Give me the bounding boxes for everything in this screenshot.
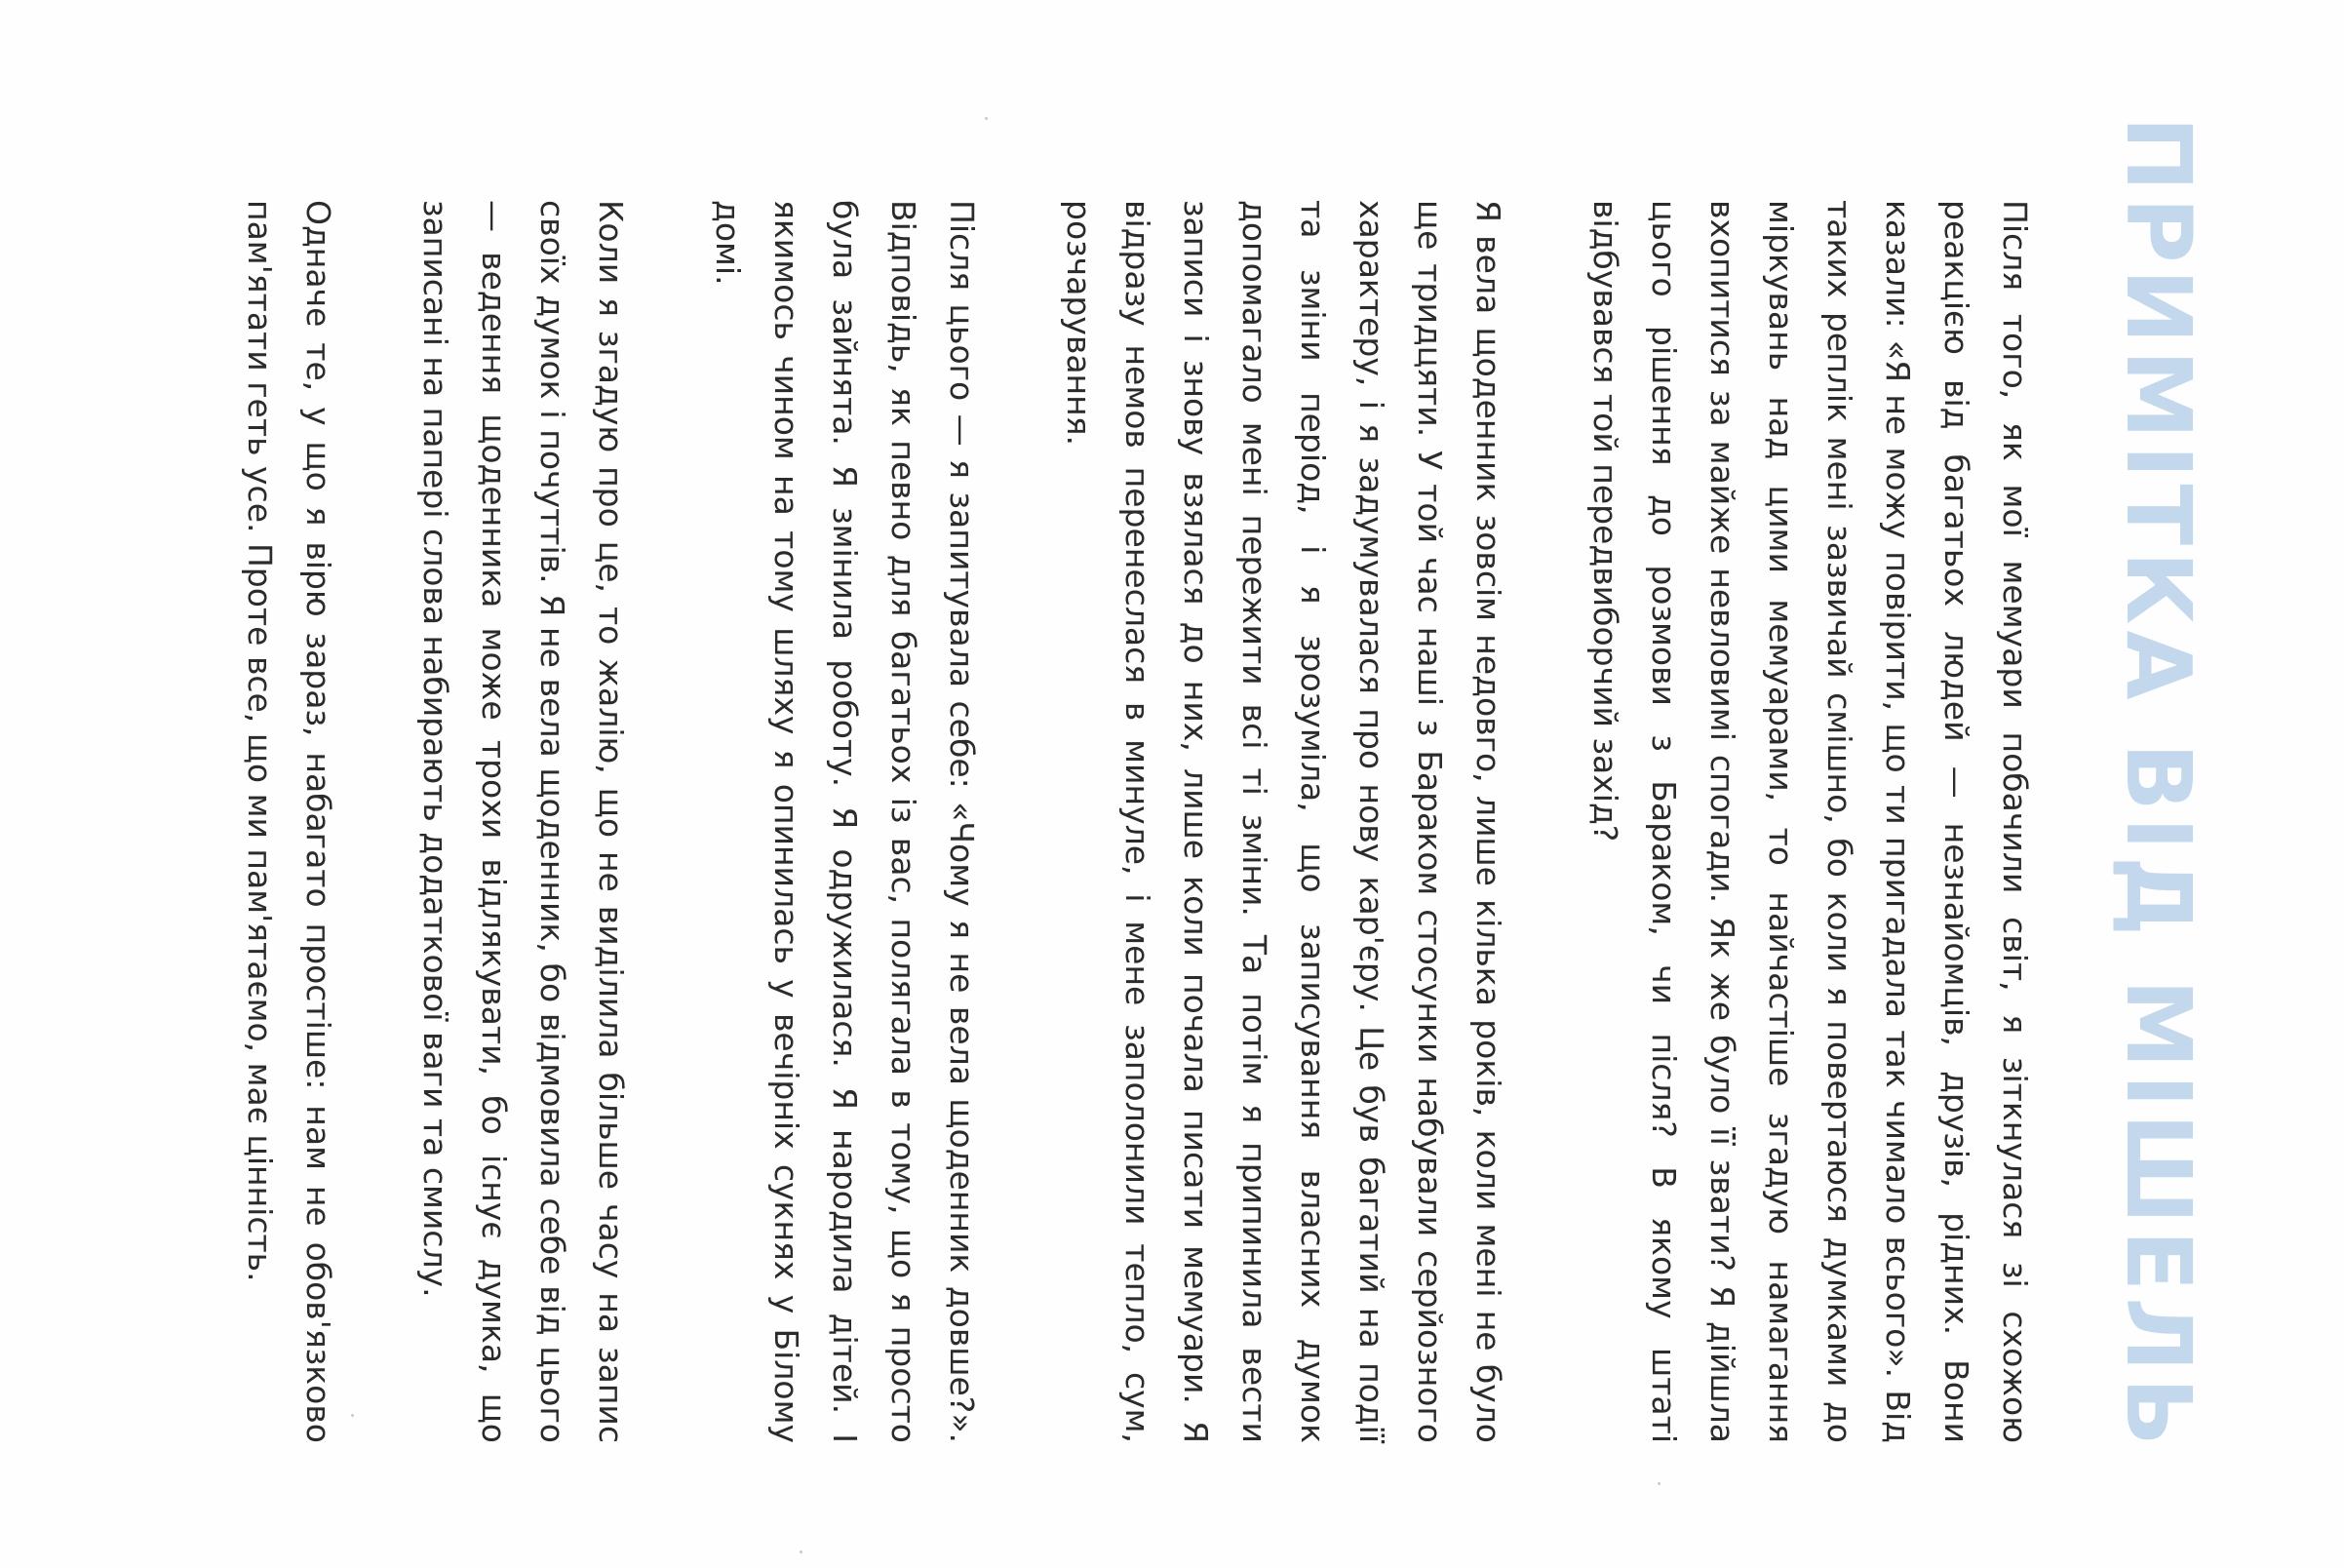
paper-speck — [985, 117, 988, 120]
paragraph-2: Я вела щоденник зовсім недовго, лише кілька років, коли мені не було ще тридцяти. У той час наші з Бараком стосунки набували серйозного характеру, і я задумувалася про нову кар'єру. Це був багатий на події та зміни період, і я зрозуміла, що записування власних думок допомагало мені пережити всі ті зміни. Та потім я припинила вести записи і знову взялася до них, лише коли почала писати мемуари. Я відразу немов перенеслася в минуле, і мене заполонили тепло, сум, розчарування. — [1060, 200, 1507, 1443]
paragraph-4: Коли я згадую про це, то жалію, що не виділила більше часу на запис своїх думок і почуттів. Я не вела щоденник, бо відмовила себе від цього — ведення щоденника може трохи відлякувати, бо існує думка, що записані на папері слова набирають додаткової ваги та смислу. — [416, 200, 630, 1443]
body-text — [230, 200, 2044, 1443]
paragraph-3: Після цього — я запитувала себе: «Чому я не вела щоденник довше?». Відповідь, як певно для багатьох із вас, полягала в тому, що я просто була зайнята. Я змінила роботу. Я одружилася. Я народила дітей. І якимось чином на тому шляху я опинилась у вечірніх сукнях у Білому домі. — [709, 200, 981, 1443]
paper-speck — [800, 1550, 802, 1553]
page-title: ПРИМІТКА ВІД МІШЕЛЬ — [2106, 116, 2210, 1452]
paper-speck — [1658, 1482, 1660, 1485]
paragraph-5: Одначе те, у що я вірю зараз, набагато простіше: нам не обов'язково пам'ятати геть усе. Проте все, що ми пам'ятаємо, має цінність. — [241, 200, 337, 1443]
paragraph-1: Після того, як мої мемуари побачили світ, я зіткнулася зі схожою реакцією від багатьох людей — незнайомців, друзів, рідних. Вони казали: «Я не можу повірити, що ти пригадала так чимало всього». Від таких реплік мені зазвичай смішно, бо коли я повертаюся думками до міркувань над цими мемуарами, то найчастіше згадую намагання вхопитися за майже невловимі спогади. Як же було її звати? Я дійшла цього рішення до розмови з Бараком, чи після? В якому штаті відбувався той передвиборчий захід? — [1586, 200, 2034, 1443]
paper-speck — [351, 1414, 354, 1417]
